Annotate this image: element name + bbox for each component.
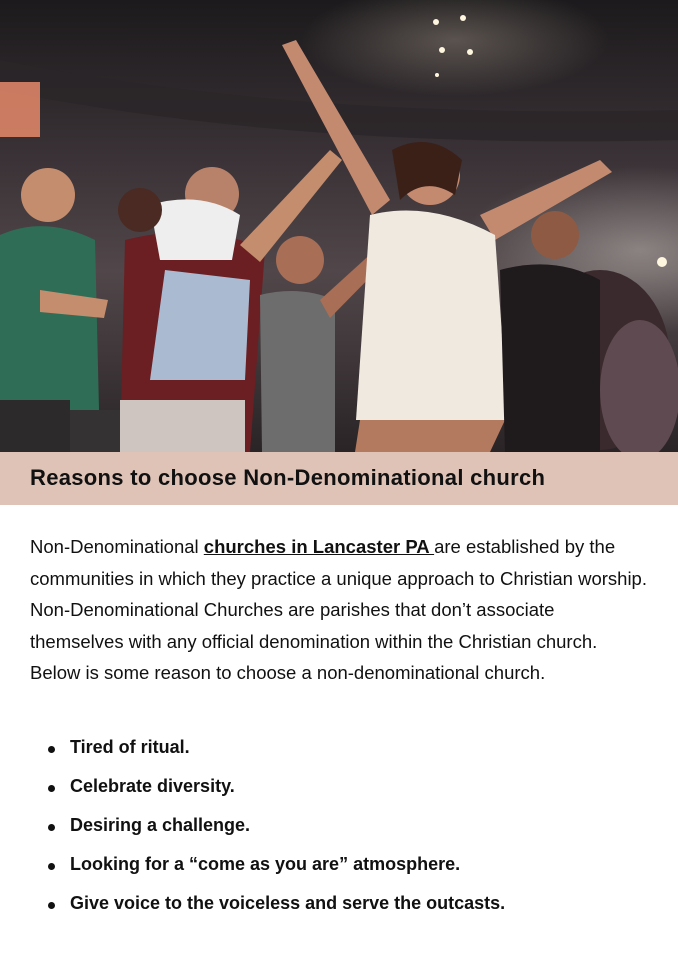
bullet-icon: [48, 902, 55, 909]
page-title: Reasons to choose Non-Denominational church: [30, 465, 546, 490]
list-item: [48, 772, 505, 811]
bullet-icon: [48, 824, 55, 831]
list-item: [48, 733, 505, 772]
list-item-label: Desiring a challenge.: [70, 815, 251, 835]
list-item-label: Give voice to the voiceless and serve the outcasts.: [70, 893, 506, 913]
intro-text-rest: are established by the communities in which they practice a unique approach to Christian worship. Non-Denominational Churches are parishes that don’t associate themselves with any official denomination within the Christian church. Below is some reason to choose a non-denominational church.: [30, 536, 647, 683]
list-item: [48, 889, 505, 928]
bullet-icon: [48, 785, 55, 792]
bullet-icon: [48, 863, 55, 870]
reasons-list: [48, 733, 505, 928]
list-item: [48, 850, 505, 889]
bullet-icon: [48, 746, 55, 753]
intro-paragraph: [30, 531, 650, 689]
worship-crowd-photo-icon: [0, 0, 678, 452]
churches-lancaster-link[interactable]: churches in Lancaster PA: [203, 536, 435, 557]
list-item-label: Celebrate diversity.: [70, 776, 235, 796]
list-item: [48, 811, 505, 850]
list-item-label: Looking for a “come as you are” atmosphere.: [70, 854, 461, 874]
list-item-label: Tired of ritual.: [70, 737, 190, 757]
intro-text-start: Non-Denominational: [30, 536, 204, 557]
hero-photo: [0, 0, 678, 452]
